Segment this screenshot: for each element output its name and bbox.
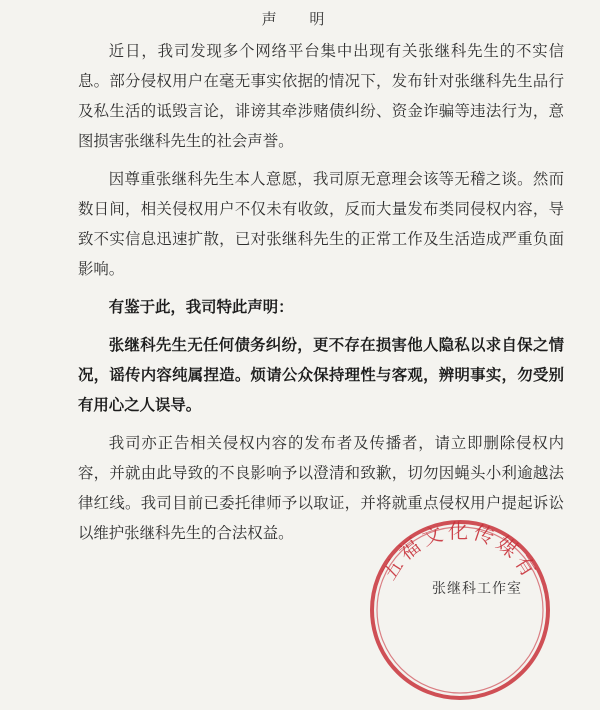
seal-text: 五福文化传媒有	[376, 519, 544, 585]
paragraph-3-heading: 有鉴于此，我司特此声明：	[108, 298, 294, 316]
paragraph-1: 近日，我司发现多个网络平台集中出现有关张继科先生的不实信息。部分侵权用户在毫无事实依据的情况下，发布针对张继科先生品行及私生活的诋毁言论，诽谤其牵涉赌债纠纷、资金诈骗等违法行为，意图损害张继科先生的社会声誉。	[78, 42, 564, 150]
statement-body	[78, 36, 564, 556]
signature: 张继科工作室	[432, 581, 522, 597]
statement-title: 声 明	[261, 10, 339, 28]
paragraph-4-declaration: 张继科先生无任何债务纠纷，更不存在损害他人隐私以求自保之情况，谣传内容纯属捏造。烦请公众保持理性与客观，辨明事实，勿受别有用心之人误导。	[78, 336, 564, 414]
company-seal-stamp	[360, 510, 560, 710]
paragraph-2: 因尊重张继科先生本人意愿，我司原无意理会该等无稽之谈。然而数日间，相关侵权用户不仅未有收敛，反而大量发布类同侵权内容，导致不实信息迅速扩散，已对张继科先生的正常工作及生活造成严重负面影响。	[78, 170, 564, 278]
paragraph-5: 我司亦正告相关侵权内容的发布者及传播者，请立即删除侵权内容，并就由此导致的不良影响予以澄清和致歉，切勿因蝇头小利逾越法律红线。我司目前已委托律师予以取证，并将就重点侵权用户提起诉讼以维护张继科先生的合法权益。	[78, 434, 564, 542]
svg-text:五福文化传媒有	[377, 519, 543, 584]
